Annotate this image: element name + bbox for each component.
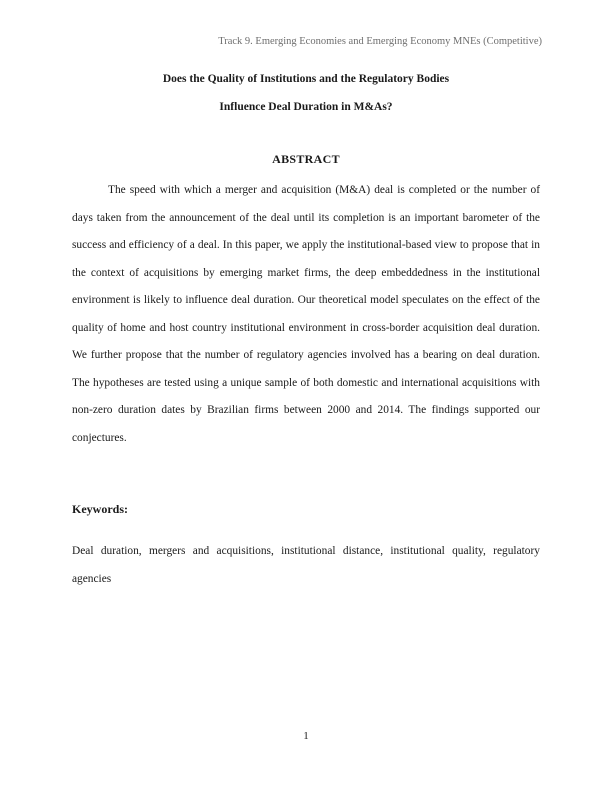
keywords-body: Deal duration, mergers and acquisitions, institutional distance, institutional quality, regulatory agencies xyxy=(72,545,540,585)
abstract-heading: ABSTRACT xyxy=(272,152,340,166)
paper-title-line-2: Influence Deal Duration in M&As? xyxy=(219,101,393,113)
keywords-heading: Keywords: xyxy=(72,502,128,516)
page-number: 1 xyxy=(303,730,309,742)
paper-title-line-1: Does the Quality of Institutions and the Regulatory Bodies xyxy=(162,73,450,85)
abstract-body: The speed with which a merger and acquisition (M&A) deal is completed or the number of days taken from the announcement of the deal until its completion is an important barometer of the success and efficiency of a deal. In this paper, we apply the institutional-based view to propose that in the context of acquisitions by emerging market firms, the deep embeddedness in the institutional environment is likely to influence deal duration. Our theoretical model speculates on the effect of the quality of home and host country institutional environment in cross-border acquisition deal duration. We further propose that the number of regulatory agencies involved has a bearing on deal duration. The hypotheses are tested using a unique sample of both domestic and international acquisitions with non-zero duration dates by Brazilian firms between 2000 and 2014. The findings supported our conjectures. xyxy=(72,184,540,444)
paper-title xyxy=(72,72,540,114)
running-header: Track 9. Emerging Economies and Emerging Economy MNEs (Competitive) xyxy=(218,36,542,47)
